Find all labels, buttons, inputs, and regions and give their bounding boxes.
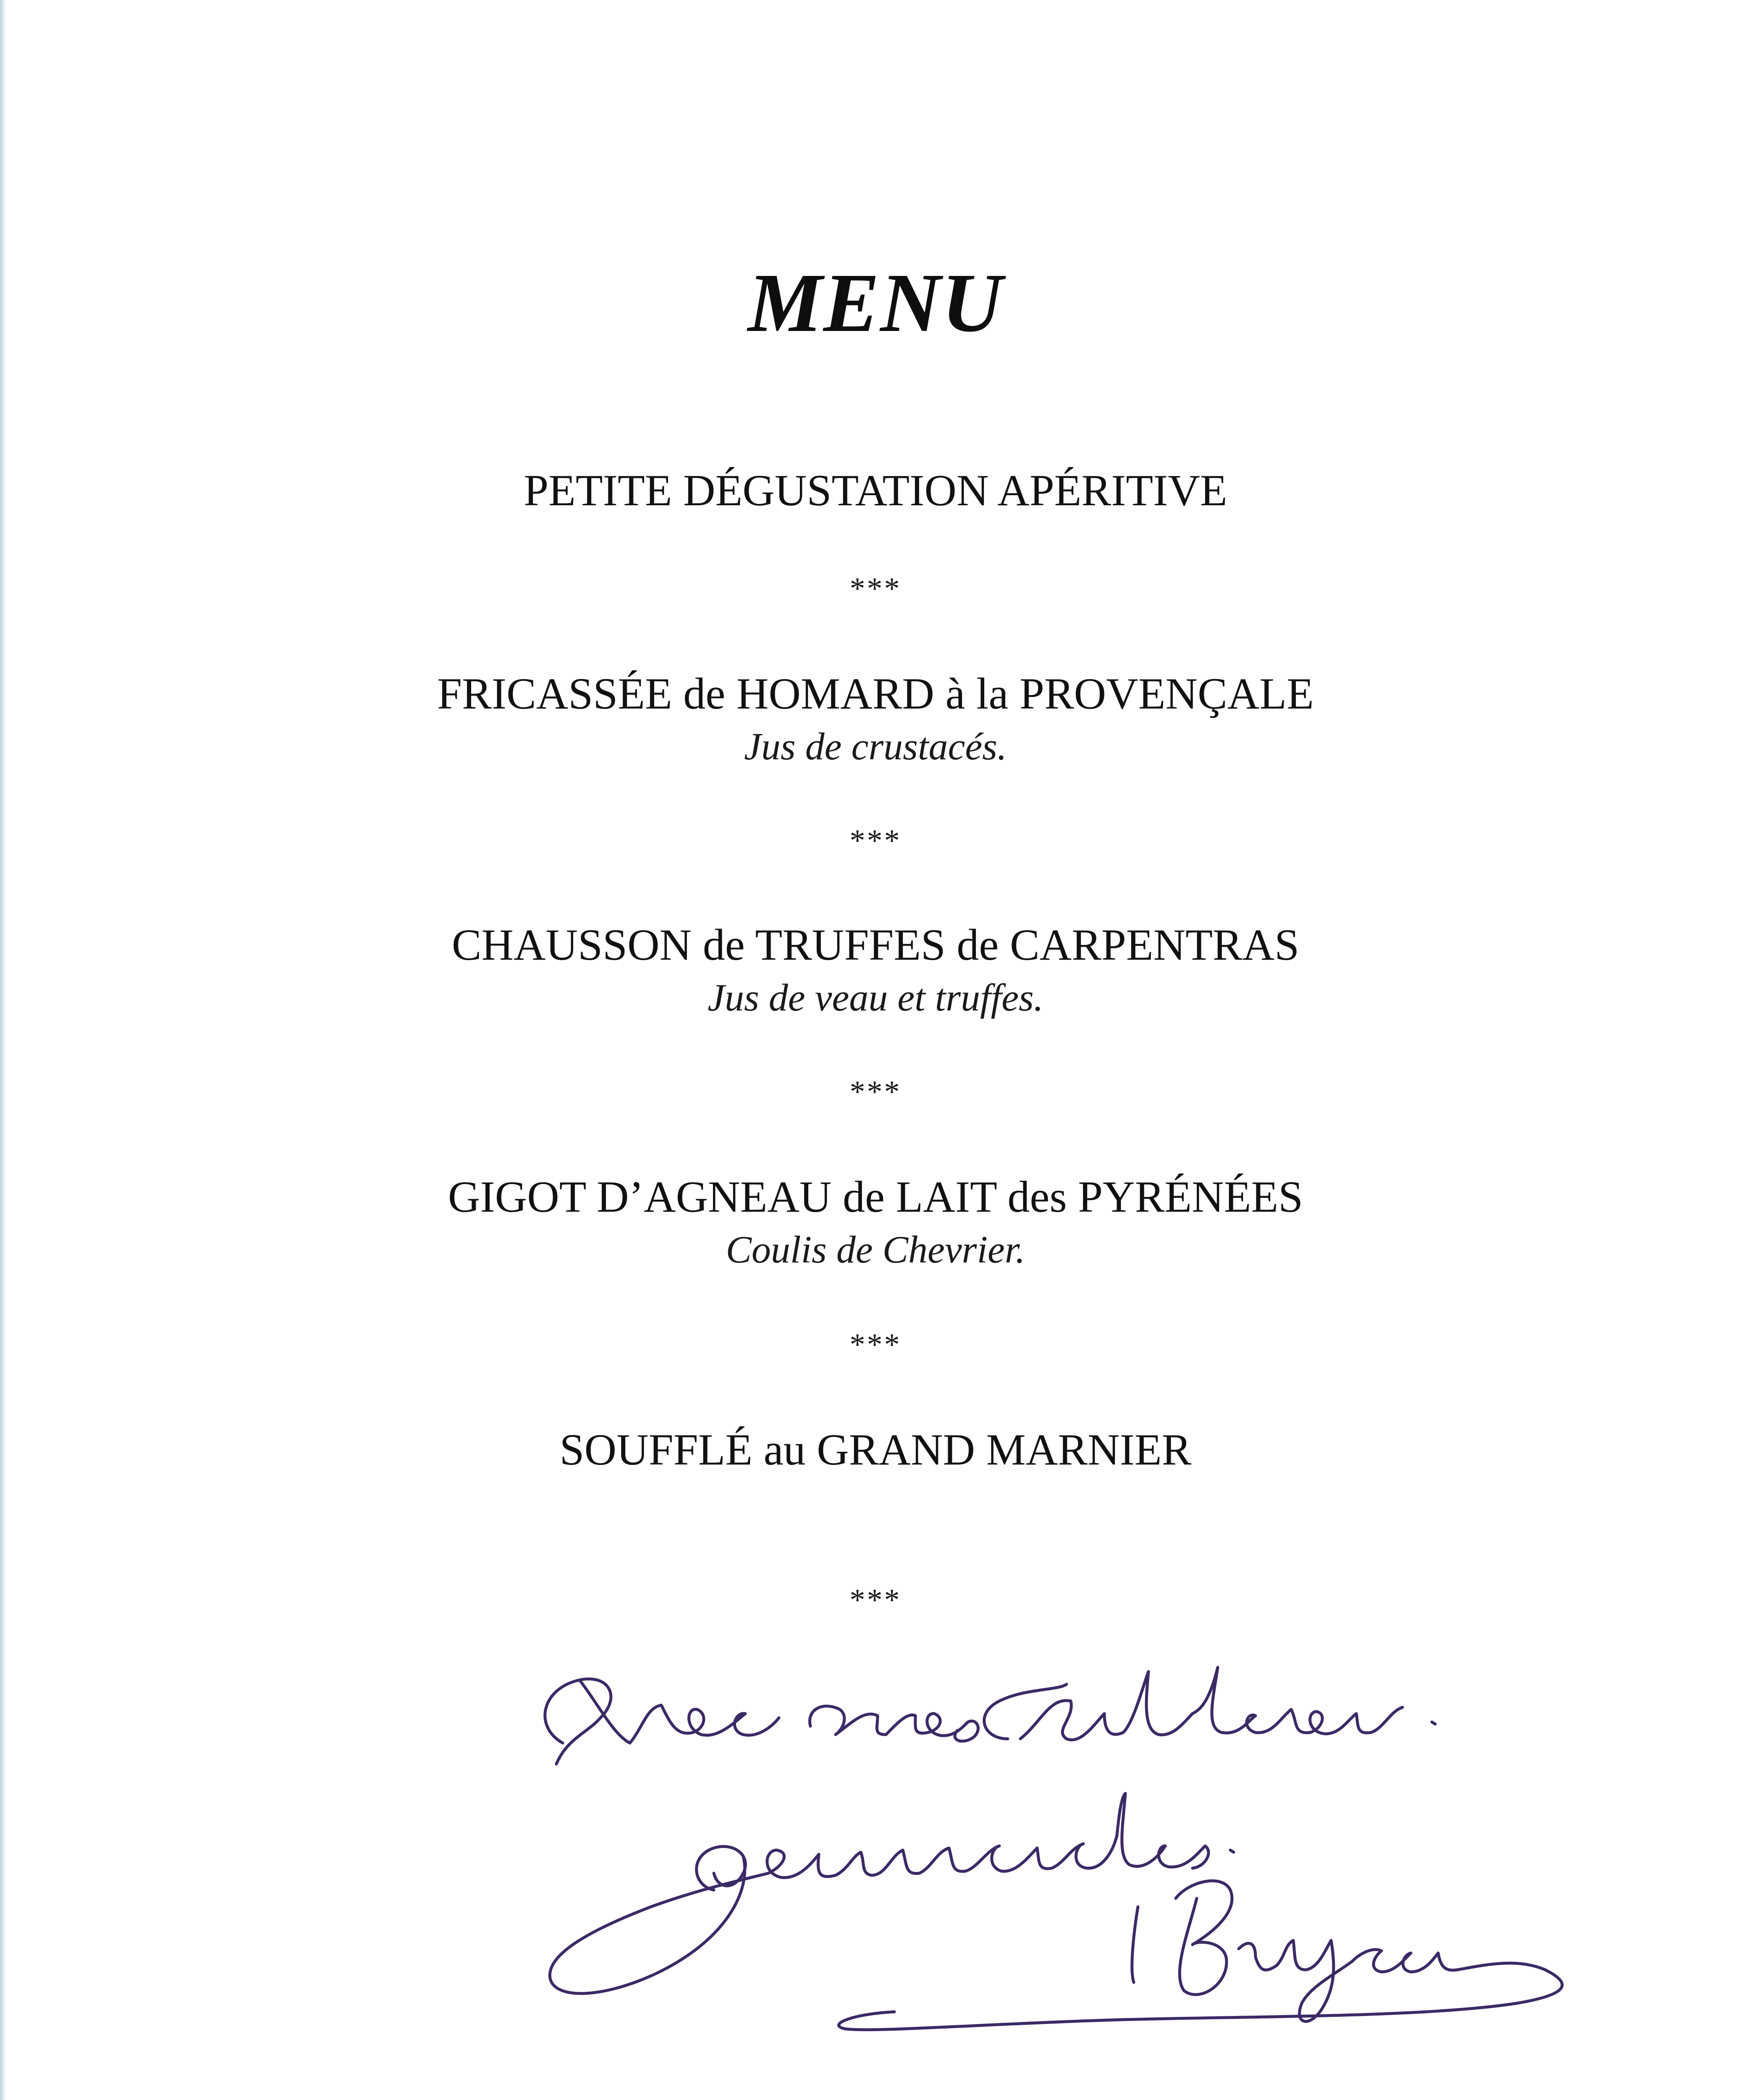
course-3-dish: CHAUSSON de TRUFFES de CARPENTRAS bbox=[451, 920, 1300, 969]
separator-5: *** bbox=[849, 1583, 902, 1617]
signature-stroke bbox=[839, 1881, 1562, 2030]
separator-1: *** bbox=[849, 572, 902, 606]
menu-title: MENU bbox=[747, 257, 1004, 349]
course-3-description: Jus de veau et truffes. bbox=[708, 976, 1043, 1019]
handwritten-signature bbox=[516, 1638, 1692, 2050]
separator-3: *** bbox=[849, 1075, 902, 1109]
course-4-dish: GIGOT D’AGNEAU de LAIT des PYRÉNÉES bbox=[448, 1172, 1303, 1221]
signature-stroke bbox=[984, 1667, 1435, 1740]
signature-stroke bbox=[810, 1706, 978, 1741]
course-1-dish: PETITE DÉGUSTATION APÉRITIVE bbox=[524, 466, 1227, 515]
separator-4: *** bbox=[849, 1328, 902, 1362]
signature-stroke bbox=[545, 1679, 779, 1764]
course-2-description: Jus de crustacés. bbox=[744, 725, 1007, 768]
course-4-description: Coulis de Chevrier. bbox=[726, 1228, 1025, 1271]
course-5-dish: SOUFFLÉ au GRAND MARNIER bbox=[559, 1425, 1192, 1474]
separator-2: *** bbox=[849, 824, 902, 858]
course-2-dish: FRICASSÉE de HOMARD à la PROVENÇALE bbox=[437, 669, 1314, 718]
